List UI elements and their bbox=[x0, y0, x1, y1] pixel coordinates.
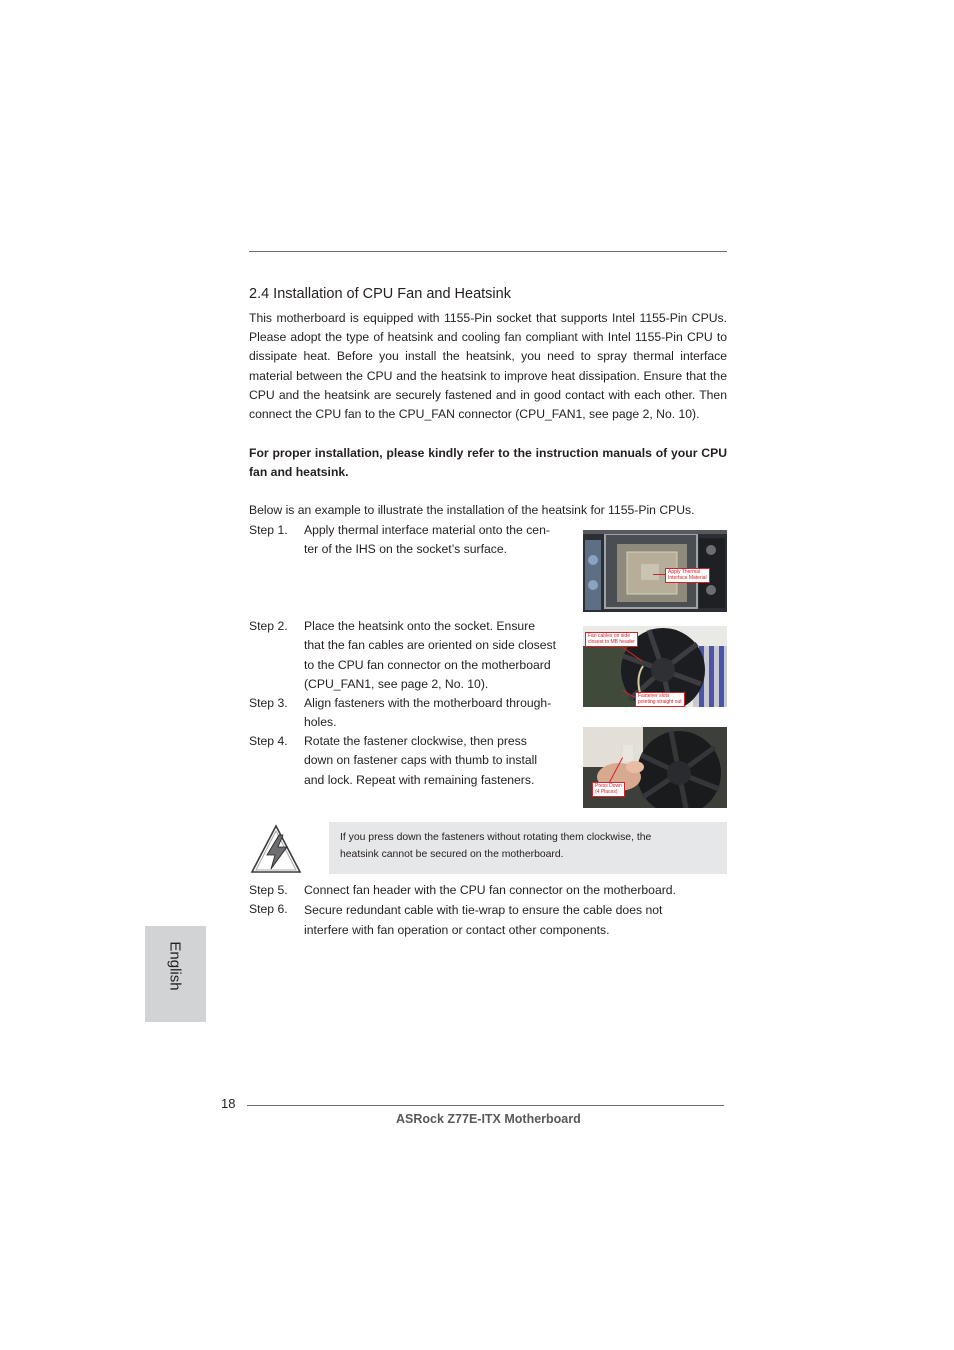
example-intro: Below is an example to illustrate the installation of the heatsink for 1155-Pin CPUs. bbox=[249, 503, 695, 517]
step-text: Place the heatsink onto the socket. Ensure that the fan cables are oriented on side closest to the CPU fan connector on the motherboard (CPU_FAN1, see page 2, No. 10). bbox=[304, 619, 557, 692]
product-name: ASRock Z77E-ITX Motherboard bbox=[396, 1112, 581, 1126]
step-text: Apply thermal interface material onto the cen- ter of the IHS on the socket’s surface. bbox=[304, 523, 550, 557]
callout-fastener-slots: Fastener slots pointing straight out bbox=[635, 692, 685, 707]
page-number: 18 bbox=[221, 1096, 236, 1111]
header-rule bbox=[249, 251, 727, 252]
language-tab-label: English bbox=[166, 941, 184, 991]
step-text: Secure redundant cable with tie-wrap to ensure the cable does not interfere with fan operation or contact other components. bbox=[304, 903, 663, 937]
bold-note: For proper installation, please kindly refer to the instruction manuals of your CPU fan and heatsink. bbox=[249, 446, 727, 480]
step-text: Rotate the fastener clockwise, then press down on fastener caps with thumb to install and lock. Repeat with remaining fasteners. bbox=[304, 734, 538, 787]
photo-heatsink-placement bbox=[583, 626, 727, 707]
photo-press-fasteners bbox=[583, 727, 727, 808]
caution-text: If you press down the fasteners without rotating them clockwise, the heatsink cannot be secured on the motherboard. bbox=[340, 832, 652, 860]
step-text: Connect fan header with the CPU fan connector on the motherboard. bbox=[304, 883, 676, 897]
step-number: Step 3. bbox=[249, 696, 288, 710]
intro-paragraph: This motherboard is equipped with 1155-Pin socket that supports Intel 1155-Pin CPUs. Please adopt the type of heatsink and cooling fan compliant with Intel 1155-Pin CPU to dissipate heat. Before you install the heatsink, you need to spray thermal interface material between the CPU and the heatsink to improve heat dissipation. Ensure that the CPU and the heatsink are securely fastened and in good contact with each other. Then connect the CPU fan to the CPU_FAN connector (CPU_FAN1, see page 2, No. 10). bbox=[249, 311, 727, 422]
callout-press-down: Press Down (4 Places) bbox=[592, 782, 625, 797]
step-number: Step 6. bbox=[249, 902, 288, 916]
callout-fan-cables: Fan cables on side closest to MB header bbox=[585, 632, 638, 647]
step-number: Step 2. bbox=[249, 619, 288, 633]
step-number: Step 4. bbox=[249, 734, 288, 748]
step-number: Step 5. bbox=[249, 883, 288, 897]
step-number: Step 1. bbox=[249, 523, 288, 537]
callout-leader bbox=[653, 574, 665, 575]
footer-rule bbox=[247, 1105, 724, 1106]
photo-thermal-material bbox=[583, 530, 727, 612]
callout-apply-thermal: Apply Thermal Interface Material bbox=[665, 568, 710, 583]
step-text: Align fasteners with the motherboard through- holes. bbox=[304, 696, 552, 730]
section-title: 2.4 Installation of CPU Fan and Heatsink bbox=[249, 286, 511, 302]
warning-triangle-icon bbox=[249, 823, 303, 875]
